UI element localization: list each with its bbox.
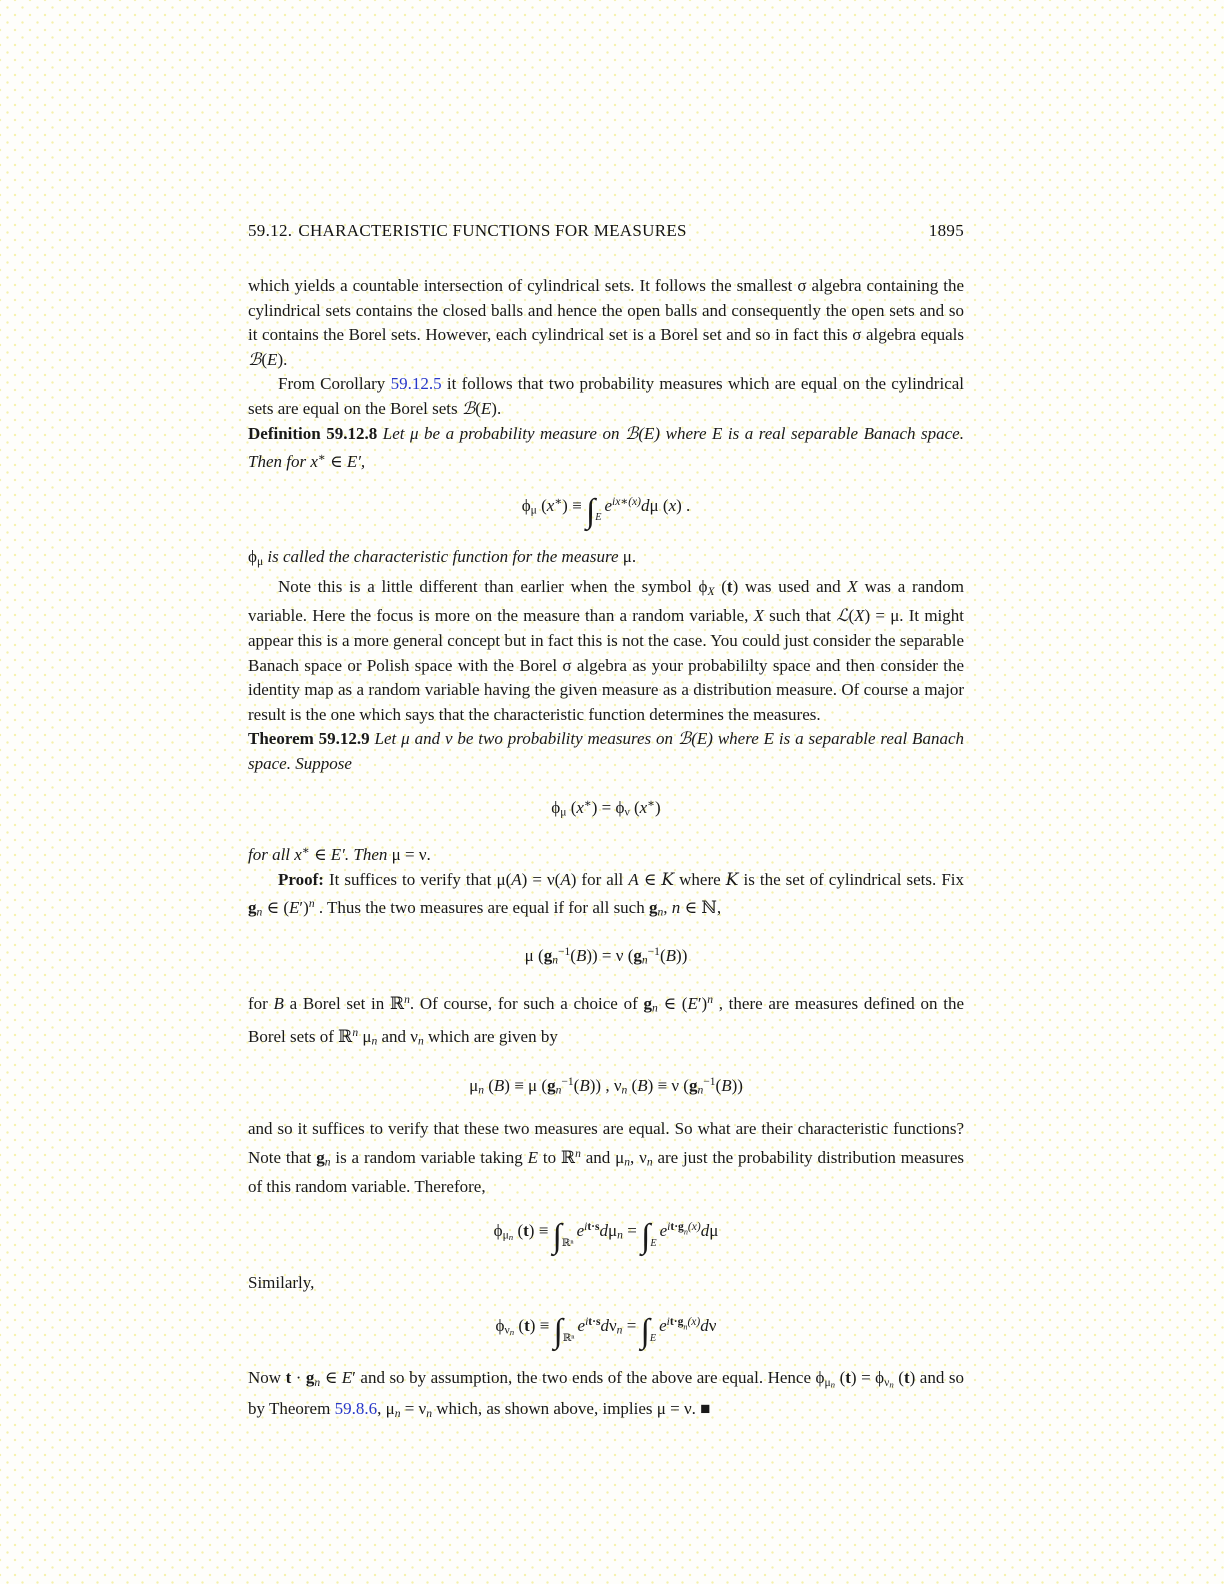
text-run: ( bbox=[536, 495, 547, 515]
text-run: ϕ bbox=[551, 797, 561, 817]
text-run: d bbox=[600, 1315, 609, 1335]
text-run: ′) bbox=[299, 897, 309, 917]
definition-note bbox=[248, 545, 964, 574]
text-run: ϕ bbox=[521, 495, 531, 515]
text-run: n bbox=[404, 993, 410, 1007]
text-run: ( bbox=[541, 1075, 548, 1095]
text-run: B bbox=[273, 993, 284, 1013]
text-run: x bbox=[639, 797, 648, 817]
paragraph-corollary-ref bbox=[248, 372, 964, 421]
text-run: n bbox=[889, 1379, 894, 1390]
text-run: d bbox=[700, 1315, 709, 1335]
text-run: ∈ bbox=[638, 869, 662, 889]
text-run: n bbox=[478, 1083, 484, 1097]
text-run: n bbox=[830, 1379, 836, 1390]
text-run: ( bbox=[715, 1075, 722, 1095]
text-run: n bbox=[352, 1026, 359, 1040]
text-run: μ bbox=[560, 805, 567, 819]
text-run: ) bbox=[595, 1075, 602, 1095]
text-run: (x) bbox=[687, 1219, 701, 1233]
text-run: e bbox=[577, 1315, 586, 1335]
definition-formula bbox=[248, 487, 964, 534]
text-run: ℬ bbox=[461, 398, 476, 419]
text-run: where bbox=[674, 869, 726, 889]
text-run: B bbox=[579, 1075, 590, 1095]
text-run: It suffices to verify that μ( bbox=[323, 869, 512, 889]
text-run: = ν bbox=[597, 946, 628, 966]
text-run: g bbox=[688, 1075, 698, 1095]
text-run: are just the probability distribution measures of this random variable. Therefore, bbox=[248, 1147, 964, 1196]
text-run: ( bbox=[475, 398, 481, 418]
text-run: n bbox=[256, 905, 263, 919]
text-run: X bbox=[707, 584, 715, 598]
text-run: μ = ν. bbox=[391, 844, 431, 864]
text-run: μ bbox=[469, 1075, 479, 1095]
text-run: n bbox=[417, 1034, 424, 1048]
text-run: t·g bbox=[670, 1219, 684, 1233]
text-run: E bbox=[650, 1237, 657, 1249]
text-run: ( bbox=[714, 576, 727, 596]
text-run: ∫ bbox=[553, 1313, 563, 1351]
text-run: ) bbox=[681, 946, 688, 966]
section-number: 59.12. bbox=[248, 221, 293, 240]
text-run: d bbox=[700, 1220, 710, 1240]
text-run: is called the characteristic function for the measure bbox=[263, 547, 623, 567]
proof-formula-3 bbox=[248, 1212, 964, 1259]
text-run: ℝⁿ bbox=[561, 1237, 574, 1249]
theorem-59-12-9 bbox=[248, 727, 964, 776]
text-run: g bbox=[543, 946, 553, 966]
text-run: and so it suffices to verify that these two measures are equal. So what are their characteristic functions? Note that bbox=[248, 1119, 964, 1167]
running-head bbox=[248, 221, 964, 241]
text-run: ( bbox=[570, 946, 576, 966]
text-run: t·s bbox=[588, 1315, 601, 1329]
text-run: −1 bbox=[647, 945, 660, 959]
text-run: where E is a separable real Banach space. Suppose bbox=[248, 729, 964, 773]
text-run: n bbox=[624, 1155, 631, 1169]
text-run: t·s bbox=[587, 1219, 600, 1233]
text-run: ) = ϕ bbox=[591, 797, 625, 817]
text-run: ( bbox=[658, 495, 669, 515]
definition-59-12-8 bbox=[248, 422, 964, 475]
text-run: K bbox=[661, 869, 675, 890]
text-run: ∫ bbox=[640, 1313, 650, 1351]
text-run: ∈ ( bbox=[262, 897, 290, 917]
text-run: n bbox=[617, 1228, 623, 1242]
proof-formula-2 bbox=[248, 1067, 964, 1106]
text-run: , bbox=[663, 897, 672, 917]
text-run: ) bbox=[676, 946, 682, 966]
text-run: E bbox=[649, 1333, 657, 1345]
text-run: · bbox=[291, 1368, 306, 1388]
text-run: μ bbox=[649, 495, 659, 515]
text-run: −1 bbox=[561, 1074, 574, 1088]
text-run: ν bbox=[608, 1315, 617, 1335]
section-heading bbox=[248, 221, 693, 241]
text-run: B bbox=[637, 1075, 648, 1095]
text-run: ( bbox=[566, 797, 577, 817]
text-run: ℒ bbox=[836, 606, 849, 627]
text-run: x bbox=[546, 495, 555, 515]
text-run: ). bbox=[277, 349, 288, 369]
text-run: ′ bbox=[352, 1368, 356, 1388]
text-run: μ bbox=[502, 1228, 509, 1242]
text-run: ∗ bbox=[317, 451, 326, 465]
text-run: n bbox=[621, 1083, 628, 1097]
text-run: g bbox=[248, 897, 257, 917]
text-run: for all x bbox=[248, 844, 302, 864]
proof-conclusion bbox=[248, 1366, 964, 1426]
text-run: μ bbox=[709, 1220, 719, 1240]
text-run: n bbox=[575, 1146, 581, 1160]
text-run: , ν bbox=[630, 1147, 647, 1167]
text-run: −1 bbox=[557, 945, 571, 959]
text-run: ) ≡ bbox=[528, 1220, 553, 1240]
text-run: ) ≡ μ bbox=[504, 1075, 542, 1095]
text-run: ( bbox=[514, 1315, 525, 1335]
text-run: i bbox=[666, 1315, 670, 1329]
text-run: ∈ ( bbox=[657, 993, 688, 1013]
text-run: ν bbox=[504, 1323, 510, 1337]
text-run: n bbox=[697, 1083, 704, 1097]
text-run: n bbox=[657, 905, 664, 919]
text-run: and ν bbox=[377, 1027, 418, 1047]
text-run: t bbox=[524, 1315, 530, 1335]
text-run: B bbox=[721, 1075, 732, 1095]
text-run: ( bbox=[573, 1075, 580, 1095]
text-run: . Thus the two measures are equal if for all such bbox=[314, 897, 649, 917]
text-run: ϕ bbox=[248, 547, 257, 567]
text-run: ) and so by Theorem bbox=[248, 1368, 964, 1419]
cross-reference-link[interactable]: 59.8.6 bbox=[334, 1399, 378, 1419]
text-run: ) bbox=[592, 946, 598, 966]
text-run: n bbox=[308, 897, 315, 911]
text-run: ) bbox=[737, 1075, 743, 1095]
text-run: ( bbox=[629, 797, 640, 817]
text-run: ( bbox=[848, 606, 855, 626]
text-run: Now bbox=[248, 1368, 286, 1388]
text-run: , ν bbox=[601, 1075, 622, 1095]
text-run: g bbox=[648, 897, 658, 917]
text-run: ∈ bbox=[320, 1368, 342, 1388]
page-number: 1895 bbox=[928, 221, 964, 240]
text-run: Definition 59.12.8 bbox=[248, 423, 378, 443]
text-run: ) = ϕ bbox=[850, 1368, 885, 1388]
text-run: ) ≡ bbox=[562, 495, 586, 515]
text-run: n bbox=[616, 1323, 623, 1337]
text-run: t bbox=[523, 1220, 529, 1240]
theorem-formula bbox=[248, 789, 964, 828]
text-run: ∈ E′. Then bbox=[309, 844, 392, 864]
text-run: A bbox=[628, 869, 639, 889]
text-run: ( bbox=[659, 946, 666, 966]
text-run: and μ bbox=[580, 1147, 625, 1167]
text-run: Note this is a little different than earlier when the symbol ϕ bbox=[278, 576, 708, 596]
text-run: −1 bbox=[703, 1074, 716, 1088]
text-run: μ bbox=[608, 1220, 618, 1240]
text-run: ℬ bbox=[248, 349, 262, 370]
text-run: A bbox=[511, 869, 522, 889]
text-run: Theorem 59.12.9 bbox=[248, 729, 370, 749]
text-run: g bbox=[547, 1075, 556, 1095]
text-run: e bbox=[659, 1220, 668, 1240]
text-run: t bbox=[845, 1368, 851, 1388]
text-run: g bbox=[643, 993, 652, 1013]
text-run: X bbox=[753, 606, 764, 626]
text-run: ∈ ℕ, bbox=[680, 897, 722, 917]
text-run: E bbox=[341, 1368, 353, 1388]
proof-formula-1 bbox=[248, 937, 964, 976]
text-run: E bbox=[267, 349, 278, 369]
text-run: ) bbox=[655, 797, 661, 817]
text-run: Let μ be a probability measure on bbox=[377, 423, 625, 443]
note-paragraph bbox=[248, 575, 964, 727]
text-run: ) was used and bbox=[732, 576, 848, 596]
text-run: n bbox=[671, 897, 681, 917]
text-run: e bbox=[576, 1220, 585, 1240]
proof-formula-4 bbox=[248, 1307, 964, 1354]
text-run: E bbox=[595, 512, 602, 524]
text-run: which are given by bbox=[423, 1027, 558, 1047]
text-run: n bbox=[651, 1001, 658, 1015]
text-run: d bbox=[599, 1220, 609, 1240]
text-run: , μ bbox=[377, 1399, 395, 1419]
section-title: CHARACTERISTIC FUNCTIONS FOR MEASURES bbox=[298, 221, 687, 240]
text-run: x bbox=[668, 495, 677, 515]
text-run: a Borel set in ℝ bbox=[283, 993, 405, 1013]
text-run: g bbox=[305, 1368, 315, 1388]
text-run: ) ≡ bbox=[529, 1315, 554, 1335]
text-run: ∗ bbox=[583, 796, 592, 810]
text-run: B bbox=[665, 946, 677, 966]
text-run: ℬ bbox=[625, 423, 639, 444]
text-run: n bbox=[508, 1231, 514, 1242]
page-column bbox=[248, 221, 964, 1427]
text-run: g bbox=[316, 1147, 325, 1167]
text-run: . Of course, for such a choice of bbox=[409, 993, 644, 1013]
text-run: ( bbox=[261, 349, 268, 369]
text-run: i bbox=[584, 1219, 588, 1233]
text-run: = ν bbox=[400, 1399, 427, 1419]
text-run: i bbox=[585, 1315, 589, 1329]
text-run: n bbox=[707, 993, 713, 1007]
text-run: ν bbox=[884, 1375, 890, 1389]
text-run: d bbox=[641, 495, 650, 515]
text-run: ν bbox=[708, 1315, 717, 1335]
text-run: which yields a countable intersection of cylindrical sets. It follows the smallest σ algebra containing the cylindrical sets contains the closed balls and hence the open balls and consequently the open sets and so it contains the Borel sets. However, each cylindrical set is a Borel set and so in fact this σ algebra equals bbox=[248, 276, 964, 345]
text-run: ) bbox=[586, 946, 592, 966]
text-run: n bbox=[646, 1155, 653, 1169]
text-run: E bbox=[687, 993, 698, 1013]
text-run: ) for all bbox=[570, 869, 629, 889]
text-run: n bbox=[426, 1406, 433, 1420]
text-run: ) ≡ ν bbox=[647, 1075, 684, 1095]
text-run: ) bbox=[589, 1075, 596, 1095]
text-run: it follows that two probability measures which are equal on the cylindrical sets are equal on the Borel sets bbox=[248, 374, 965, 418]
text-run: E bbox=[480, 398, 492, 418]
text-run: ℬ bbox=[677, 729, 692, 750]
paragraph-intro bbox=[248, 274, 964, 372]
text-run: ) = ν( bbox=[521, 869, 561, 889]
proof-paragraph-3 bbox=[248, 1117, 964, 1199]
text-run: n bbox=[683, 1226, 688, 1236]
text-run: ) . bbox=[676, 495, 691, 515]
text-run: ( bbox=[627, 946, 634, 966]
text-run: and so by assumption, the two ends of the above are equal. Hence ϕ bbox=[355, 1368, 825, 1388]
text-run: From Corollary bbox=[278, 374, 391, 394]
text-run: for bbox=[248, 993, 274, 1013]
page-body bbox=[248, 274, 964, 1427]
text-run: μ. bbox=[622, 547, 637, 567]
text-run: E bbox=[289, 897, 300, 917]
theorem-conclusion bbox=[248, 839, 964, 867]
text-run: ( bbox=[893, 1368, 904, 1388]
text-run: X bbox=[854, 606, 865, 626]
text-run: ix∗(x) bbox=[612, 494, 642, 508]
text-run: ( bbox=[683, 1075, 689, 1095]
text-run: n bbox=[552, 954, 558, 968]
text-run: = bbox=[622, 1315, 641, 1335]
text-run: (E) bbox=[638, 423, 661, 443]
text-run: μ bbox=[530, 503, 537, 517]
text-run: ( bbox=[513, 1220, 524, 1240]
text-run: ∗ bbox=[301, 844, 310, 858]
text-run: ) bbox=[731, 1075, 738, 1095]
text-run: ∫ bbox=[641, 1217, 651, 1255]
text-run: ( bbox=[627, 1075, 638, 1095]
text-run: i bbox=[667, 1219, 671, 1233]
text-run: ( bbox=[483, 1075, 494, 1095]
text-run: B bbox=[493, 1075, 505, 1095]
text-run: ′) bbox=[697, 993, 708, 1013]
text-run: ∗ bbox=[554, 494, 563, 508]
text-run: ) = μ. It might appear this is a more general concept but in fact this is not the case. You could just consider the separable Banach space or Polish space with the Borel σ algebra as your probabililty space and then consider the identity map as a random variable having the given measure as a distribution measure. Of course a major result is the one which says that the characteristic function determines the measures. bbox=[248, 606, 965, 724]
text-run: was a random variable. Here the focus is more on the measure than a random variable, bbox=[248, 576, 964, 626]
text-run: ν bbox=[624, 805, 630, 819]
text-run: Let μ and ν be two probability measures on bbox=[369, 729, 678, 749]
text-run: ∈ E′, bbox=[325, 451, 366, 471]
text-run: μ bbox=[256, 555, 264, 569]
text-run: t bbox=[903, 1368, 910, 1388]
text-run: is a random variable taking bbox=[330, 1147, 528, 1167]
text-run: ( bbox=[835, 1368, 846, 1388]
text-run: ∗ bbox=[647, 796, 656, 810]
text-run: K bbox=[725, 869, 739, 890]
text-run: t bbox=[285, 1368, 292, 1388]
text-run: e bbox=[659, 1315, 667, 1335]
text-run: e bbox=[604, 495, 613, 515]
text-run: is the set of cylindrical sets. Fix bbox=[738, 869, 964, 889]
text-run: A bbox=[560, 869, 571, 889]
text-run: B bbox=[575, 946, 587, 966]
text-run: g bbox=[633, 946, 642, 966]
proof-paragraph-2 bbox=[248, 988, 964, 1054]
text-run: ∫ bbox=[585, 492, 596, 530]
cross-reference-link[interactable]: 59.12.5 bbox=[390, 374, 442, 394]
text-run: Similarly, bbox=[248, 1272, 315, 1292]
text-run: μ bbox=[824, 1375, 831, 1389]
text-run: n bbox=[314, 1375, 321, 1389]
text-run: (x) bbox=[687, 1315, 701, 1329]
text-run: t·g bbox=[669, 1315, 684, 1329]
text-run: n bbox=[641, 954, 648, 968]
text-run: which, as shown above, implies μ = ν. bbox=[432, 1399, 701, 1419]
text-run: ϕ bbox=[493, 1220, 503, 1240]
proof-paragraph bbox=[248, 868, 964, 926]
text-run: n bbox=[555, 1083, 562, 1097]
text-run: such that bbox=[763, 606, 837, 626]
similarly-line bbox=[248, 1271, 964, 1296]
text-run: ℝⁿ bbox=[562, 1333, 575, 1345]
text-run: ∫ bbox=[552, 1217, 562, 1255]
text-run: t bbox=[726, 576, 733, 596]
text-run: (E) bbox=[691, 729, 713, 749]
text-run: X bbox=[847, 576, 858, 596]
text-run: n bbox=[324, 1155, 331, 1169]
text-run: ( bbox=[538, 946, 544, 966]
text-run: n bbox=[509, 1327, 515, 1338]
text-run: where E is a real separable Banach space. Then for x bbox=[248, 423, 964, 471]
text-run: = bbox=[622, 1220, 642, 1240]
text-run: to ℝ bbox=[538, 1147, 576, 1167]
text-run: μ bbox=[524, 946, 539, 966]
qed-symbol: ■ bbox=[700, 1399, 711, 1419]
text-run: x bbox=[576, 797, 584, 817]
text-run: E bbox=[527, 1147, 539, 1167]
text-run: μ bbox=[358, 1027, 372, 1047]
text-run: ϕ bbox=[495, 1315, 505, 1335]
text-run: n bbox=[371, 1034, 378, 1048]
text-run: Proof: bbox=[278, 869, 324, 889]
text-run: ). bbox=[491, 398, 502, 418]
text-run: n bbox=[683, 1322, 688, 1332]
text-run: n bbox=[394, 1406, 401, 1420]
text-run: , there are measures defined on the Borel sets of ℝ bbox=[248, 993, 964, 1047]
